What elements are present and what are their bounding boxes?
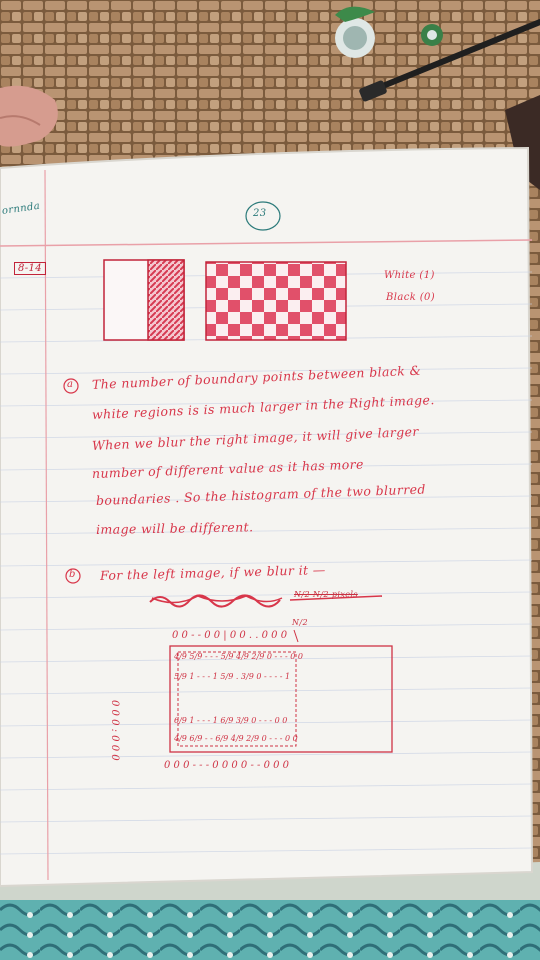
part-a-line-1: The number of boundary points between black & xyxy=(91,362,422,392)
problem-label: 8-14 xyxy=(14,262,46,275)
matrix-top-row: 0 0 - - 0 0 | 0 0 . . 0 0 0 xyxy=(172,630,288,641)
part-a-line-5: boundaries . So the histogram of the two blurred xyxy=(95,481,427,508)
part-a-line-6: image will be different. xyxy=(95,519,254,537)
part-a-line-2: white regions is is much larger in the Right image. xyxy=(91,392,435,422)
legend-black: Black (0) xyxy=(386,292,436,303)
part-b-struck-text: N/2 N/2 pixels xyxy=(294,590,358,599)
legend-white: White (1) xyxy=(384,270,435,281)
matrix-row-3: 6/9 1 - - - 1 6/9 3/9 0 - - - 0 0 xyxy=(174,716,288,725)
part-a-line-3: When we blur the right image, it will give larger xyxy=(91,423,420,453)
matrix-row-4: 4/9 6/9 - - 6/9 4/9 2/9 0 - - - 0 0 xyxy=(174,734,298,743)
notebook-page xyxy=(0,148,532,886)
right-checkerboard-image xyxy=(206,262,346,340)
part-a-line-4: number of different value as it has more xyxy=(91,456,365,481)
matrix-row-2: 5/9 1 - - - 1 5/9 . 3/9 0 - - - - 1 xyxy=(174,672,291,681)
part-b-marker: b xyxy=(69,569,76,580)
left-example-image xyxy=(104,260,184,340)
matrix-top-label: N/2 xyxy=(292,618,308,627)
page-number: 23 xyxy=(253,208,267,219)
part-b-line: For the left image, if we blur it — xyxy=(99,562,326,583)
margin-scribble: ornnda xyxy=(1,200,41,217)
part-a-marker: a xyxy=(67,379,74,390)
matrix-row-1: 4/9 5/9 - - - 5/9 4/9 2/9 0 - - - 0 0 xyxy=(174,652,303,661)
matrix-bottom-row: 0 0 0 - - - 0 0 0 0 - - 0 0 0 xyxy=(164,760,290,771)
matrix-left-column: 0 0 0 : 0 0 0 xyxy=(109,700,120,761)
